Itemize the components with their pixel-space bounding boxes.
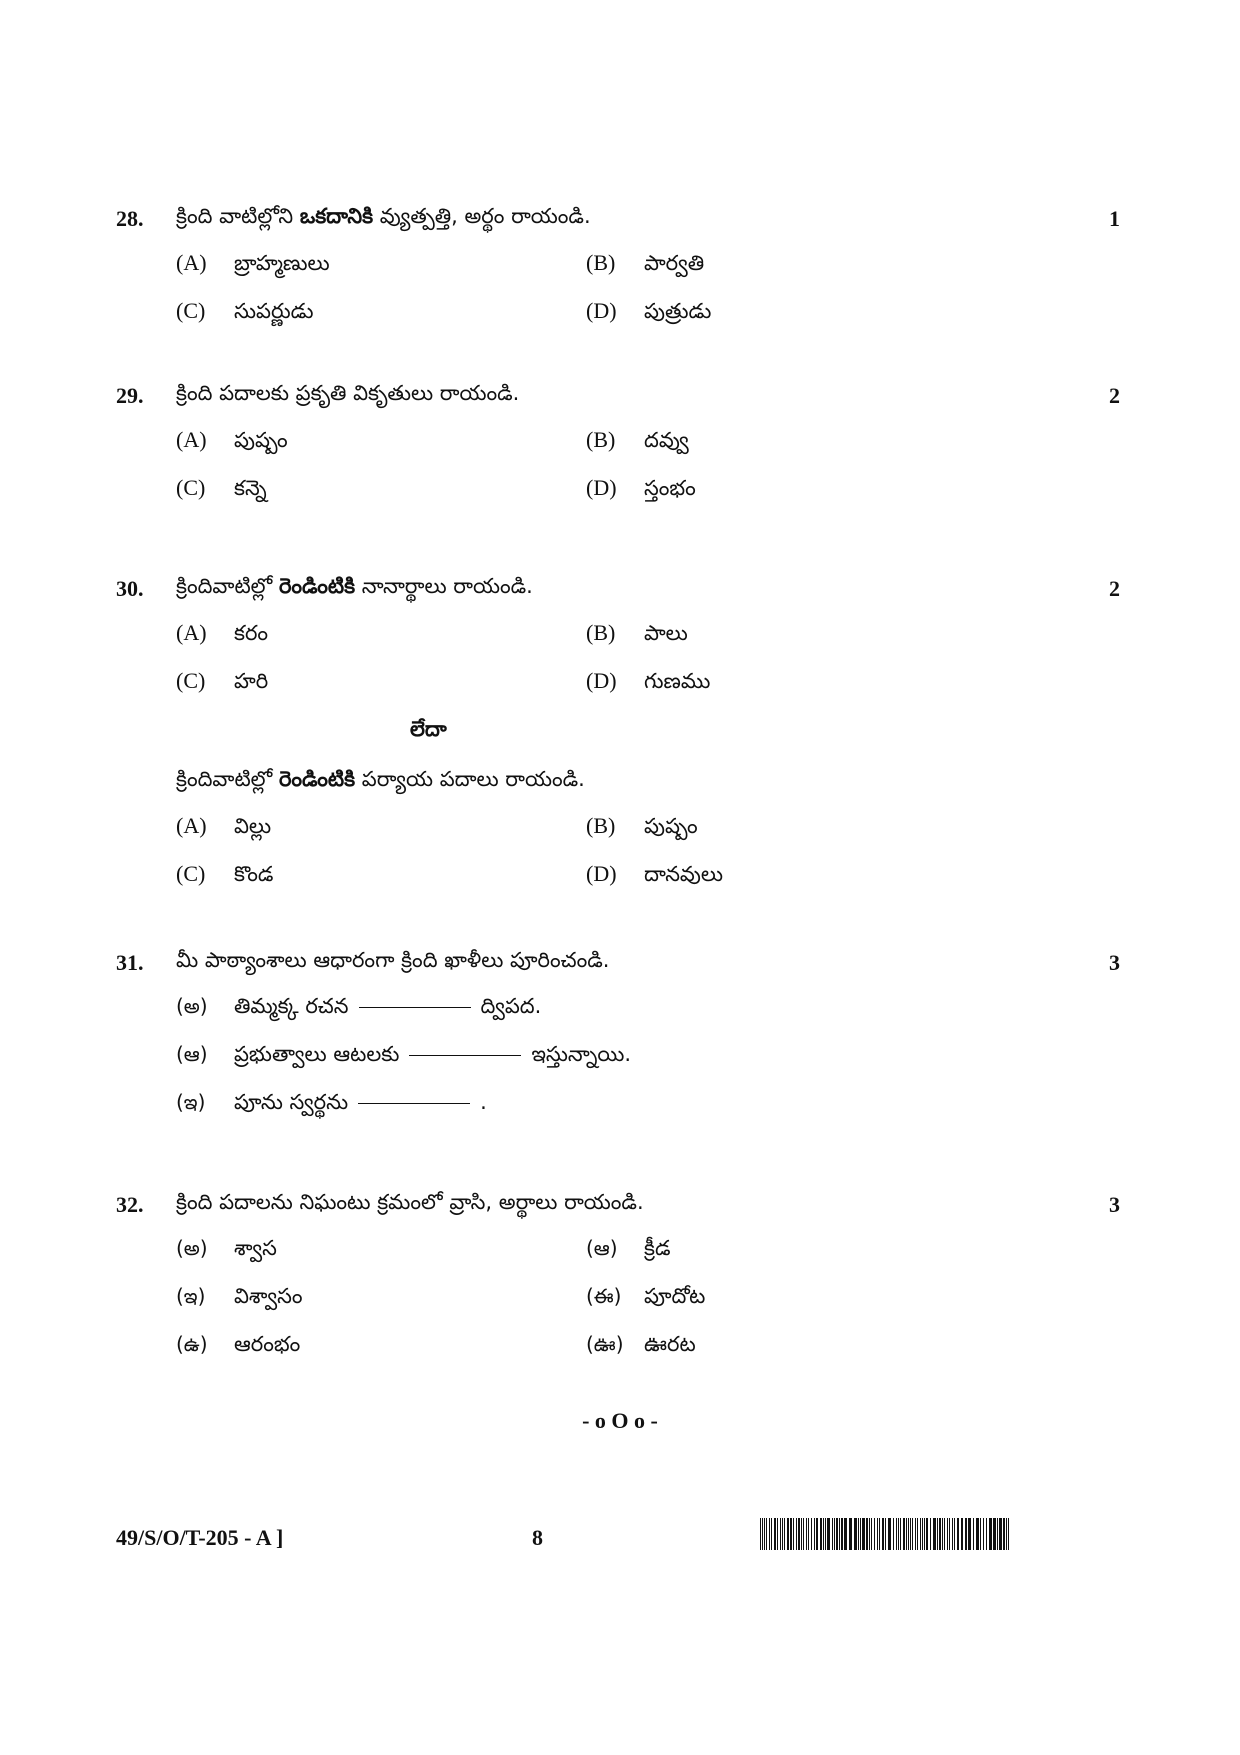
barcode-bar xyxy=(1003,1518,1005,1550)
option-b: (B) దవ్వు xyxy=(586,427,689,452)
barcode-bar xyxy=(952,1518,953,1550)
barcode-bar xyxy=(832,1518,833,1550)
barcode-bar xyxy=(816,1518,818,1550)
barcode-bar xyxy=(774,1518,776,1550)
option-b: (B) పాలు xyxy=(586,620,688,645)
barcode-bar xyxy=(896,1518,897,1550)
barcode-bar xyxy=(796,1518,797,1550)
barcode-bar xyxy=(898,1518,899,1550)
option-aa: (ఆ) క్రీడ xyxy=(586,1236,671,1260)
option-d: (D) స్తంభం xyxy=(586,475,696,500)
barcode-bar xyxy=(949,1518,950,1550)
barcode-bar xyxy=(965,1518,967,1550)
option-a: (అ) శ్వాస xyxy=(176,1236,277,1260)
question-header xyxy=(0,1184,1240,1224)
barcode-bar xyxy=(790,1518,792,1550)
barcode-bar xyxy=(947,1518,948,1550)
question-number: 31. xyxy=(116,950,144,975)
barcode-bar xyxy=(973,1518,974,1550)
barcode-bar xyxy=(915,1518,916,1550)
barcode-bar xyxy=(808,1518,809,1550)
barcode-bar xyxy=(784,1518,785,1550)
barcode-bar xyxy=(957,1518,959,1550)
question-marks: 2 xyxy=(1109,576,1120,601)
barcode-bar xyxy=(908,1518,909,1550)
barcode-bar xyxy=(937,1518,938,1550)
barcode-bar xyxy=(766,1518,767,1550)
question-header xyxy=(0,942,1240,982)
barcode-bar xyxy=(834,1518,835,1550)
barcode-bar xyxy=(893,1518,894,1550)
end-of-paper-mark: - o O o - xyxy=(582,1408,658,1433)
barcode-bar xyxy=(806,1518,807,1550)
question-number: 29. xyxy=(116,383,144,408)
blank-line xyxy=(358,1102,470,1104)
barcode-bar xyxy=(968,1518,971,1550)
option-a: (A) కరం xyxy=(176,620,269,645)
barcode-bar xyxy=(827,1518,830,1550)
barcode-bar xyxy=(860,1518,861,1550)
barcode-bar xyxy=(939,1518,941,1550)
barcode-bar xyxy=(1006,1518,1007,1550)
barcode-bar xyxy=(879,1518,880,1550)
barcode-bar xyxy=(903,1518,905,1550)
alt-option-d: (D) దానవులు xyxy=(586,861,724,886)
barcode-bar xyxy=(999,1518,1002,1550)
barcode-bar xyxy=(922,1518,923,1550)
barcode-bar xyxy=(841,1518,843,1550)
barcode-bar xyxy=(866,1518,868,1550)
barcode-bar xyxy=(862,1518,865,1550)
blank-line xyxy=(359,1006,471,1008)
barcode-bar xyxy=(930,1518,931,1550)
question-marks: 2 xyxy=(1109,383,1120,408)
barcode-bar xyxy=(885,1518,886,1550)
alternate-question-text: క్రిందివాటిల్లో రెండింటికి పర్యాయ పదాలు రాయండి. xyxy=(176,767,585,791)
option-i: (ఇ) విశ్వాసం xyxy=(176,1284,303,1308)
option-d: (D) పుత్రుడు xyxy=(586,298,712,323)
question-marks: 3 xyxy=(1109,1192,1120,1217)
barcode-bar xyxy=(858,1518,859,1550)
question-marks: 1 xyxy=(1109,206,1120,231)
barcode-bar xyxy=(961,1518,963,1550)
option-c: (C) హరి xyxy=(176,668,269,693)
barcode-bar xyxy=(871,1518,872,1550)
barcode-bar xyxy=(762,1518,763,1550)
option-a: (A) పుష్పం xyxy=(176,427,288,452)
barcode-bar xyxy=(986,1518,987,1550)
option-ii: (ఈ) పూదోట xyxy=(586,1284,706,1308)
barcode-bar xyxy=(764,1518,765,1550)
barcode-bar xyxy=(989,1518,992,1550)
question-text: క్రింది వాటిల్లోని ఒకదానికి వ్యుత్పత్తి, అర్థం రాయండి. xyxy=(176,204,591,228)
barcode-bar xyxy=(874,1518,875,1550)
barcode-bar xyxy=(976,1518,979,1550)
option-b: (B) పార్వతి xyxy=(586,250,705,275)
barcode-bar xyxy=(942,1518,943,1550)
barcode-bar xyxy=(926,1518,928,1550)
barcode-bar xyxy=(944,1518,945,1550)
barcode-bar xyxy=(803,1518,804,1550)
barcode-bar xyxy=(844,1518,847,1550)
barcode-bar xyxy=(910,1518,911,1550)
barcode-bar xyxy=(924,1518,925,1550)
barcode-bar xyxy=(811,1518,812,1550)
question-header xyxy=(0,375,1240,415)
barcode-bar xyxy=(820,1518,822,1550)
barcode-bar xyxy=(993,1518,996,1550)
barcode-bar xyxy=(1008,1518,1009,1550)
fill-blank-item: (ఆ) ప్రభుత్వాలు ఆటలకు ఇస్తున్నాయి. xyxy=(176,1042,632,1066)
barcode-bar xyxy=(888,1518,891,1550)
barcode-bar xyxy=(814,1518,815,1550)
question-header xyxy=(0,198,1240,238)
barcode-bar xyxy=(823,1518,824,1550)
question-marks: 3 xyxy=(1109,950,1120,975)
barcode-bar xyxy=(787,1518,789,1550)
question-text: క్రింది పదాలను నిఘంటు క్రమంలో వ్రాసి, అర్థాలు రాయండి. xyxy=(176,1190,644,1214)
barcode-bar xyxy=(839,1518,840,1550)
barcode-bar xyxy=(933,1518,936,1550)
question-header xyxy=(0,568,1240,608)
fill-blank-item: (ఇ) పూను స్వర్థను . xyxy=(176,1090,487,1114)
barcode-bar xyxy=(801,1518,802,1550)
barcode-bar xyxy=(769,1518,770,1550)
question-number: 28. xyxy=(116,206,144,231)
question-number: 30. xyxy=(116,576,144,601)
blank-line xyxy=(409,1054,521,1056)
fill-blank-item: (అ) తిమ్మక్క రచన ద్విపద. xyxy=(176,994,542,1018)
barcode-bar xyxy=(777,1518,778,1550)
question-text: మీ పాఠ్యాంశాలు ఆధారంగా క్రింది ఖాళీలు పూరించండి. xyxy=(176,948,610,972)
barcode-bar xyxy=(997,1518,998,1550)
barcode-bar xyxy=(917,1518,918,1550)
barcode-bar xyxy=(980,1518,981,1550)
page-number: 8 xyxy=(532,1525,543,1550)
question-text: క్రిందివాటిల్లో రెండింటికి నానార్థాలు రాయండి. xyxy=(176,574,533,598)
barcode xyxy=(760,1518,1012,1550)
question-text: క్రింది పదాలకు ప్రకృతి వికృతులు రాయండి. xyxy=(176,381,520,405)
barcode-bar xyxy=(912,1518,913,1550)
option-u: (ఉ) ఆరంభం xyxy=(176,1332,301,1356)
barcode-bar xyxy=(798,1518,800,1550)
alt-option-a: (A) విల్లు xyxy=(176,813,272,838)
barcode-bar xyxy=(954,1518,955,1550)
option-uu: (ఊ) ఊరట xyxy=(586,1332,696,1356)
barcode-bar xyxy=(825,1518,826,1550)
option-d: (D) గుణము xyxy=(586,668,711,693)
option-c: (C) కన్నె xyxy=(176,475,267,500)
alt-option-c: (C) కొండ xyxy=(176,861,274,886)
barcode-bar xyxy=(882,1518,884,1550)
barcode-bar xyxy=(771,1518,772,1550)
barcode-bar xyxy=(983,1518,984,1550)
option-a: (A) బ్రాహ్మణులు xyxy=(176,250,330,275)
barcode-bar xyxy=(854,1518,857,1550)
paper-code: 49/S/O/T-205 - A ] xyxy=(116,1525,284,1550)
barcode-bar xyxy=(760,1518,761,1550)
barcode-bar xyxy=(920,1518,921,1550)
question-number: 32. xyxy=(116,1192,144,1217)
barcode-bar xyxy=(900,1518,901,1550)
barcode-bar xyxy=(877,1518,878,1550)
barcode-bar xyxy=(906,1518,907,1550)
barcode-bar xyxy=(836,1518,838,1550)
barcode-bar xyxy=(780,1518,781,1550)
barcode-bar xyxy=(869,1518,870,1550)
barcode-bar xyxy=(849,1518,852,1550)
alt-option-b: (B) పుష్పం xyxy=(586,813,698,838)
barcode-bar xyxy=(793,1518,794,1550)
barcode-bar xyxy=(782,1518,783,1550)
or-divider: లేదా xyxy=(410,717,447,741)
option-c: (C) సుపర్ణుడు xyxy=(176,298,314,323)
